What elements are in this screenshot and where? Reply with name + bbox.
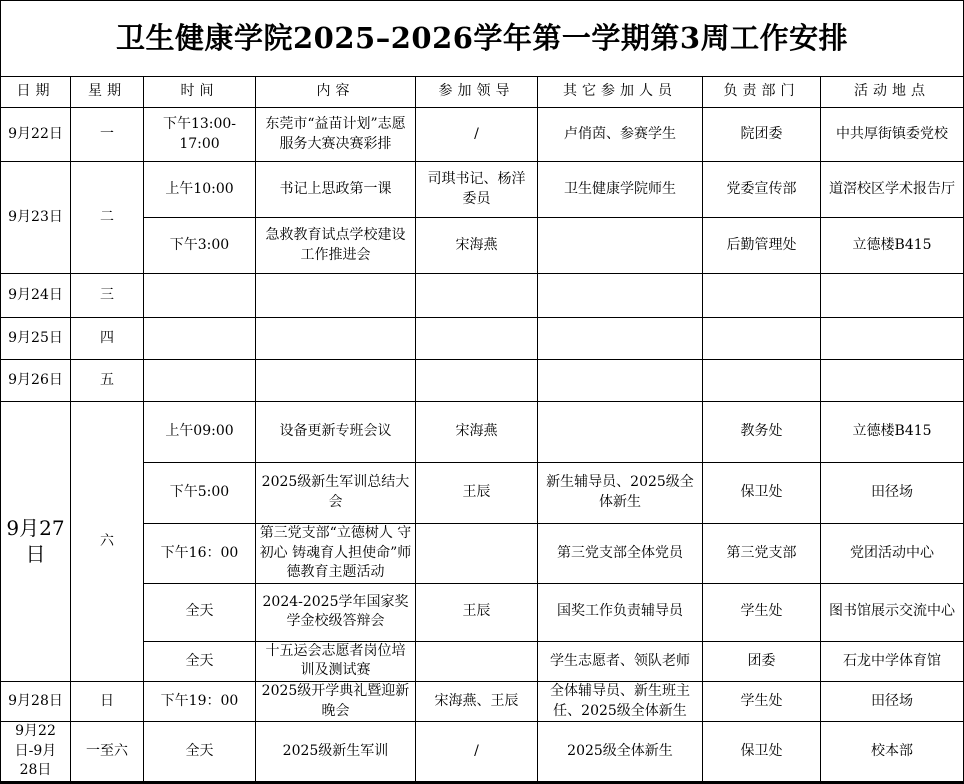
time-cell: 下午5:00: [144, 463, 256, 524]
time-cell: 下午16：00: [144, 524, 256, 584]
participants-cell: [538, 318, 703, 360]
department-cell: [703, 274, 821, 318]
content-cell: 设备更新专班会议: [256, 402, 416, 463]
time-cell: 下午19：00: [144, 681, 256, 721]
table-row: [1, 318, 964, 360]
leaders-cell: [416, 360, 538, 402]
time-cell: 上午09:00: [144, 402, 256, 463]
department-cell: [703, 360, 821, 402]
table-row: [1, 641, 964, 681]
table-row: [1, 108, 964, 162]
participants-cell: 卫生健康学院师生: [538, 162, 703, 218]
time-cell: [144, 360, 256, 402]
date-cell: 9月28日: [1, 681, 71, 721]
weekday-cell: 日: [71, 681, 144, 721]
leaders-cell: [416, 524, 538, 584]
location-cell: [821, 318, 964, 360]
column-header-time: 时间: [144, 77, 256, 108]
table-row: [1, 360, 964, 402]
content-cell: 书记上思政第一课: [256, 162, 416, 218]
column-header-participants: 其它参加人员: [538, 77, 703, 108]
participants-cell: 国奖工作负责辅导员: [538, 583, 703, 641]
table-row: [1, 463, 964, 524]
participants-cell: 卢俏茵、参赛学生: [538, 108, 703, 162]
participants-cell: [538, 402, 703, 463]
participants-cell: 学生志愿者、领队老师: [538, 641, 703, 681]
department-cell: 学生处: [703, 681, 821, 721]
leaders-cell: 宋海燕、王辰: [416, 681, 538, 721]
content-cell: 2025级新生军训: [256, 722, 416, 783]
weekday-cell: 三: [71, 274, 144, 318]
date-cell: 9月25日: [1, 318, 71, 360]
table-row: [1, 524, 964, 584]
date-cell: 9月24日: [1, 274, 71, 318]
column-header-weekday: 星期: [71, 77, 144, 108]
department-cell: 第三党支部: [703, 524, 821, 584]
participants-cell: 2025级全体新生: [538, 722, 703, 783]
date-cell: 9月22日: [1, 108, 71, 162]
participants-cell: [538, 218, 703, 274]
column-header-date: 日期: [1, 77, 71, 108]
date-cell: 9月23日: [1, 162, 71, 274]
location-cell: 道滘校区学术报告厅: [821, 162, 964, 218]
content-cell: 2024-2025学年国家奖学金校级答辩会: [256, 583, 416, 641]
table-row: [1, 583, 964, 641]
column-header-leaders: 参加领导: [416, 77, 538, 108]
column-header-content: 内容: [256, 77, 416, 108]
content-cell: [256, 318, 416, 360]
weekday-cell: 五: [71, 360, 144, 402]
leaders-cell: /: [416, 108, 538, 162]
time-cell: [144, 274, 256, 318]
leaders-cell: [416, 641, 538, 681]
column-header-location: 活动地点: [821, 77, 964, 108]
content-cell: [256, 360, 416, 402]
participants-cell: 新生辅导员、2025级全体新生: [538, 463, 703, 524]
weekday-cell: 六: [71, 402, 144, 682]
location-cell: 立德楼B415: [821, 218, 964, 274]
leaders-cell: 宋海燕: [416, 218, 538, 274]
time-cell: 下午3:00: [144, 218, 256, 274]
content-cell: 十五运会志愿者岗位培训及测试赛: [256, 641, 416, 681]
weekday-cell: 一: [71, 108, 144, 162]
department-cell: 保卫处: [703, 463, 821, 524]
weekday-cell: 四: [71, 318, 144, 360]
content-cell: [256, 274, 416, 318]
page-title: 卫生健康学院2025–2026学年第一学期第3周工作安排: [1, 1, 964, 77]
time-cell: 下午13:00-17:00: [144, 108, 256, 162]
location-cell: 党团活动中心: [821, 524, 964, 584]
leaders-cell: 宋海燕: [416, 402, 538, 463]
participants-cell: 第三党支部全体党员: [538, 524, 703, 584]
table-row: [1, 681, 964, 721]
department-cell: 学生处: [703, 583, 821, 641]
time-cell: 全天: [144, 722, 256, 783]
content-cell: 第三党支部“立德树人 守初心 铸魂育人担使命”师德教育主题活动: [256, 524, 416, 584]
date-cell: 9月26日: [1, 360, 71, 402]
title-row: [1, 1, 964, 77]
location-cell: 中共厚街镇委党校: [821, 108, 964, 162]
time-cell: 全天: [144, 583, 256, 641]
department-cell: 院团委: [703, 108, 821, 162]
participants-cell: [538, 274, 703, 318]
department-cell: 党委宣传部: [703, 162, 821, 218]
time-cell: 上午10:00: [144, 162, 256, 218]
date-cell: 9月22日-9月28日: [1, 722, 71, 783]
weekday-cell: 一至六: [71, 722, 144, 783]
location-cell: 立德楼B415: [821, 402, 964, 463]
leaders-cell: 王辰: [416, 463, 538, 524]
leaders-cell: 司琪书记、杨洋委员: [416, 162, 538, 218]
department-cell: 保卫处: [703, 722, 821, 783]
department-cell: [703, 318, 821, 360]
content-cell: 急救教育试点学校建设工作推进会: [256, 218, 416, 274]
location-cell: 田径场: [821, 463, 964, 524]
leaders-cell: [416, 318, 538, 360]
content-cell: 2025级开学典礼暨迎新晚会: [256, 681, 416, 721]
table-row: [1, 402, 964, 463]
column-header-department: 负责部门: [703, 77, 821, 108]
time-cell: 全天: [144, 641, 256, 681]
location-cell: 田径场: [821, 681, 964, 721]
leaders-cell: 王辰: [416, 583, 538, 641]
department-cell: 团委: [703, 641, 821, 681]
location-cell: [821, 360, 964, 402]
header-row: [1, 77, 964, 108]
table-row: [1, 218, 964, 274]
leaders-cell: [416, 274, 538, 318]
department-cell: 后勤管理处: [703, 218, 821, 274]
participants-cell: 全体辅导员、新生班主任、2025级全体新生: [538, 681, 703, 721]
leaders-cell: /: [416, 722, 538, 783]
location-cell: 校本部: [821, 722, 964, 783]
participants-cell: [538, 360, 703, 402]
content-cell: 东莞市“益苗计划”志愿服务大赛决赛彩排: [256, 108, 416, 162]
content-cell: 2025级新生军训总结大会: [256, 463, 416, 524]
time-cell: [144, 318, 256, 360]
table-row: [1, 722, 964, 783]
date-cell: 9月27日: [1, 402, 71, 682]
weekday-cell: 二: [71, 162, 144, 274]
location-cell: [821, 274, 964, 318]
table-row: [1, 162, 964, 218]
table-row: [1, 274, 964, 318]
location-cell: 图书馆展示交流中心: [821, 583, 964, 641]
location-cell: 石龙中学体育馆: [821, 641, 964, 681]
department-cell: 教务处: [703, 402, 821, 463]
